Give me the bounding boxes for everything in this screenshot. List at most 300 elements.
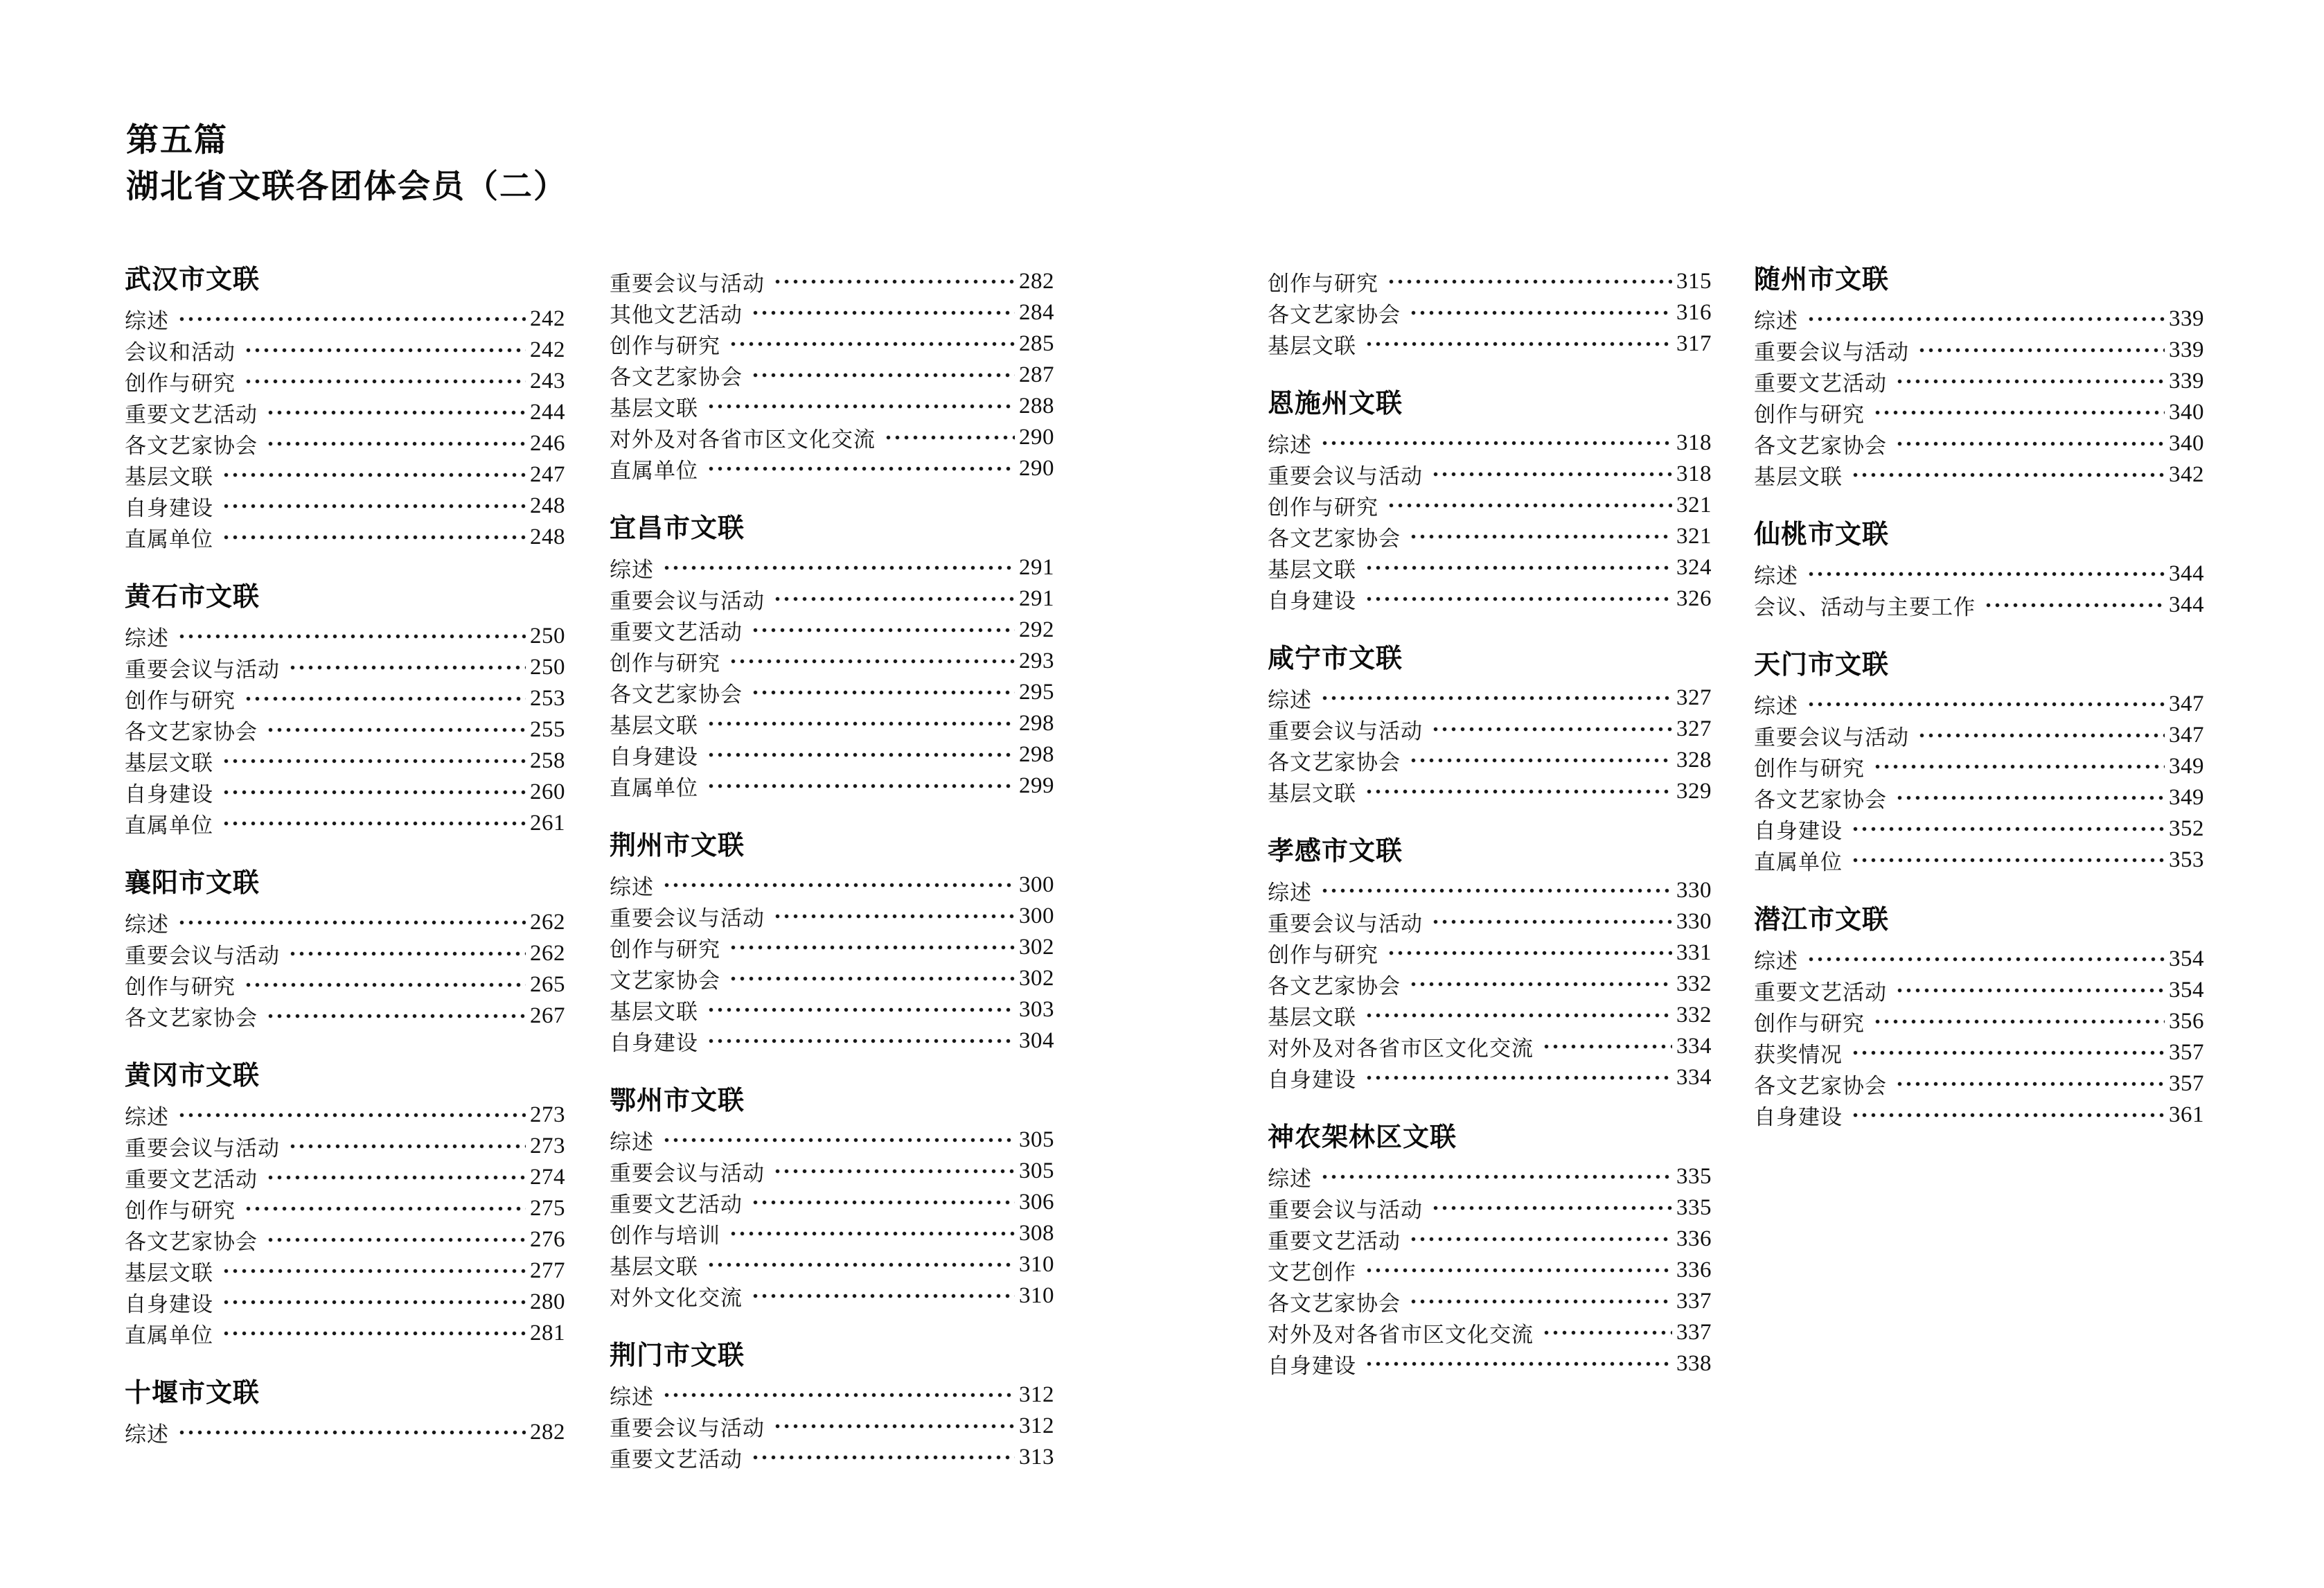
dot-leader	[1320, 875, 1672, 906]
toc-page-number: 305	[1019, 1158, 1054, 1183]
dot-leader	[266, 1224, 526, 1255]
toc-page-number: 265	[530, 972, 565, 997]
toc-page-number: 302	[1019, 935, 1054, 960]
toc-item	[610, 708, 1054, 739]
toc-page-number: 306	[1019, 1190, 1054, 1215]
toc-page-number: 312	[1019, 1382, 1054, 1407]
toc-item-label: 重要会议与活动	[1268, 464, 1423, 488]
toc-item-label: 重要会议与活动	[610, 1416, 765, 1440]
dot-leader	[729, 328, 1015, 360]
toc-section-header: 仙桃市文联	[1754, 520, 1890, 549]
toc-item-label: 创作与研究	[1268, 943, 1378, 967]
toc-item-label: 直属单位	[610, 776, 698, 800]
toc-item-label: 对外及对各省市区文化交流	[610, 427, 876, 452]
toc-item-label: 重要文艺活动	[610, 1192, 743, 1217]
toc-item-label: 各文艺家协会	[1268, 750, 1401, 775]
toc-page-number: 318	[1676, 461, 1712, 486]
toc-page-number: 352	[2169, 816, 2204, 841]
dot-leader	[222, 808, 526, 839]
toc-section	[1268, 642, 1712, 807]
toc-page-number: 262	[530, 910, 565, 935]
toc-page-number: 330	[1676, 909, 1712, 934]
dot-leader	[729, 932, 1015, 963]
toc-item-label: 直属单位	[125, 1323, 213, 1348]
dot-leader	[707, 1025, 1015, 1057]
dot-leader	[222, 1255, 526, 1287]
dot-leader	[1409, 521, 1672, 552]
toc-page-number: 349	[2169, 754, 2204, 779]
toc-item	[610, 677, 1054, 708]
toc-page-number: 253	[530, 686, 565, 711]
toc-item-label: 直属单位	[125, 813, 213, 838]
dot-leader	[1895, 1068, 2165, 1100]
toc-item-label: 重要会议与活动	[125, 1136, 280, 1161]
dot-leader	[773, 1156, 1015, 1187]
toc-item-label: 综述	[610, 558, 654, 582]
dot-leader	[244, 366, 526, 397]
toc-section-header: 随州市文联	[1754, 265, 1890, 294]
toc-page-number: 344	[2169, 592, 2204, 617]
toc-page-number: 335	[1676, 1195, 1712, 1220]
toc-section-header: 十堰市文联	[125, 1379, 260, 1408]
toc-page-number: 302	[1019, 966, 1054, 991]
toc-item-label: 直属单位	[610, 459, 698, 483]
toc-item	[1268, 552, 1712, 583]
toc-page-number: 288	[1019, 394, 1054, 418]
dot-leader	[1387, 266, 1672, 297]
dot-leader	[1365, 1348, 1672, 1379]
toc-item	[125, 1318, 565, 1349]
toc-page-number: 273	[530, 1102, 565, 1127]
dot-leader	[662, 1124, 1015, 1156]
dot-leader	[1431, 906, 1672, 937]
toc-item-label: 创作与研究	[1754, 1012, 1865, 1036]
toc-item	[610, 646, 1054, 677]
dot-leader	[1851, 1100, 2165, 1131]
toc-item	[1754, 590, 2204, 621]
dot-leader	[1984, 590, 2165, 621]
toc-item-label: 基层文联	[1754, 465, 1843, 489]
toc-item	[1268, 875, 1712, 906]
dot-leader	[222, 777, 526, 808]
toc-item-label: 重要会议与活动	[610, 1161, 765, 1185]
toc-item-label: 文艺创作	[1268, 1260, 1356, 1285]
toc-item	[610, 552, 1054, 583]
toc-section	[125, 263, 565, 553]
dot-leader	[266, 714, 526, 746]
toc-section-header: 天门市文联	[1754, 651, 1890, 680]
dot-leader	[1431, 459, 1672, 490]
toc-section	[125, 581, 565, 839]
toc-item-label: 重要会议与活动	[1268, 1198, 1423, 1222]
toc-item-label: 重要会议与活动	[1754, 340, 1909, 364]
toc-page-number: 353	[2169, 847, 2204, 872]
toc-page-number: 326	[1676, 586, 1712, 611]
toc-page-number: 334	[1676, 1034, 1712, 1059]
toc-page-number: 293	[1019, 649, 1054, 673]
toc-item	[1754, 975, 2204, 1006]
dot-leader	[1365, 328, 1672, 360]
toc-item-label: 各文艺家协会	[125, 1006, 258, 1030]
toc-item-label: 自身建设	[1268, 589, 1356, 613]
toc-page-number: 242	[530, 306, 565, 331]
toc-item	[1268, 906, 1712, 937]
toc-item-label: 各文艺家协会	[1268, 1291, 1401, 1316]
toc-item-label: 会议和活动	[125, 340, 236, 364]
toc-page-number: 328	[1676, 748, 1712, 773]
dot-leader	[1431, 714, 1672, 745]
toc-page-number: 308	[1019, 1221, 1054, 1246]
toc-item-label: 直属单位	[1754, 850, 1843, 874]
toc-page-number: 347	[2169, 691, 2204, 716]
toc-section-header: 武汉市文联	[125, 265, 260, 294]
toc-page-number: 287	[1019, 362, 1054, 387]
toc-section	[1268, 1121, 1712, 1379]
toc-item-label: 自身建设	[125, 782, 213, 806]
dot-leader	[729, 963, 1015, 994]
toc-page-number: 285	[1019, 331, 1054, 356]
toc-column-2	[610, 263, 1054, 1501]
toc-item	[125, 335, 565, 366]
toc-item-label: 重要文艺活动	[1268, 1229, 1401, 1253]
toc-item-label: 创作与研究	[1754, 757, 1865, 781]
dot-leader	[266, 397, 526, 428]
toc-item	[125, 1287, 565, 1318]
toc-section-header: 神农架林区文联	[1268, 1123, 1457, 1152]
toc-item	[610, 391, 1054, 422]
toc-page-number: 250	[530, 655, 565, 680]
dot-leader	[1365, 552, 1672, 583]
toc-page-number: 321	[1676, 524, 1712, 549]
dot-leader	[266, 428, 526, 459]
toc-item-label: 创作与研究	[125, 689, 236, 713]
toc-page-number: 361	[2169, 1102, 2204, 1127]
dot-leader	[662, 1379, 1015, 1411]
toc-section-header: 鄂州市文联	[610, 1086, 745, 1115]
toc-item	[1268, 745, 1712, 776]
toc-page-number: 261	[530, 811, 565, 836]
toc-item	[125, 621, 565, 652]
toc-page-number: 349	[2169, 785, 2204, 810]
toc-item	[1754, 428, 2204, 459]
toc-item-label: 基层文联	[610, 396, 698, 421]
toc-page-number: 248	[530, 493, 565, 518]
dot-leader	[266, 1000, 526, 1032]
toc-item	[1268, 1317, 1712, 1348]
part-number: 第五篇	[126, 121, 228, 158]
toc-item-label: 创作与研究	[1268, 272, 1378, 296]
toc-item-label: 基层文联	[1268, 1005, 1356, 1030]
dot-leader	[1431, 1192, 1672, 1224]
toc-item-label: 综述	[1754, 564, 1798, 588]
dot-leader	[177, 621, 526, 652]
toc-item	[125, 808, 565, 839]
toc-page-number: 337	[1676, 1320, 1712, 1345]
toc-item	[1754, 1068, 2204, 1100]
dot-leader	[1387, 937, 1672, 969]
dot-leader	[1917, 335, 2165, 366]
toc-item	[610, 1280, 1054, 1312]
toc-item-label: 对外及对各省市区文化交流	[1268, 1036, 1534, 1061]
toc-page-number: 243	[530, 369, 565, 394]
toc-item-label: 重要文艺活动	[125, 1167, 258, 1192]
toc-page-number: 298	[1019, 711, 1054, 736]
toc-item	[125, 1417, 565, 1448]
toc-item-label: 自身建设	[125, 496, 213, 520]
toc-item-label: 基层文联	[610, 714, 698, 738]
toc-item	[1268, 1000, 1712, 1031]
toc-section	[125, 867, 565, 1032]
toc-item	[610, 328, 1054, 360]
toc-column-1	[125, 263, 565, 1476]
dot-leader	[1409, 745, 1672, 776]
toc-page-number: 335	[1676, 1164, 1712, 1189]
toc-section-header: 荆州市文联	[610, 831, 745, 861]
dot-leader	[773, 1411, 1015, 1442]
toc-item-label: 综述	[125, 1422, 169, 1447]
toc-item	[125, 777, 565, 808]
dot-leader	[729, 1218, 1015, 1249]
toc-item	[1754, 459, 2204, 491]
toc-page-number: 305	[1019, 1127, 1054, 1152]
toc-item	[125, 428, 565, 459]
toc-item	[610, 1379, 1054, 1411]
toc-item	[1754, 782, 2204, 813]
dot-leader	[751, 297, 1015, 328]
toc-item	[1268, 1161, 1712, 1192]
toc-item	[1268, 1062, 1712, 1093]
dot-leader	[707, 770, 1015, 802]
toc-item-label: 综述	[1268, 881, 1312, 905]
dot-leader	[244, 335, 526, 366]
toc-item	[125, 459, 565, 491]
toc-section-header: 宜昌市文联	[610, 514, 745, 543]
toc-item	[1268, 969, 1712, 1000]
toc-item-label: 综述	[1754, 309, 1798, 333]
toc-section	[610, 263, 1054, 484]
toc-page-number: 356	[2169, 1009, 2204, 1034]
toc-item	[1754, 366, 2204, 397]
toc-item	[1754, 1037, 2204, 1068]
toc-item-label: 基层文联	[1268, 334, 1356, 358]
toc-item	[1754, 558, 2204, 590]
toc-item	[125, 1000, 565, 1032]
toc-page-number: 338	[1676, 1351, 1712, 1376]
toc-item	[1268, 714, 1712, 745]
dot-leader	[1387, 490, 1672, 521]
dot-leader	[1917, 720, 2165, 751]
toc-page-number: 248	[530, 524, 565, 549]
toc-item-label: 重要会议与活动	[610, 906, 765, 930]
toc-page-number: 280	[530, 1289, 565, 1314]
toc-item-label: 综述	[125, 626, 169, 651]
toc-item-label: 基层文联	[125, 1261, 213, 1285]
toc-item	[1754, 303, 2204, 335]
dot-leader	[751, 1442, 1015, 1473]
toc-item	[1268, 1031, 1712, 1062]
toc-item-label: 重要会议与活动	[125, 944, 280, 968]
toc-page-number: 277	[530, 1258, 565, 1283]
toc-item-label: 自身建设	[1268, 1068, 1356, 1092]
toc-section	[125, 1059, 565, 1349]
toc-item-label: 基层文联	[610, 1000, 698, 1024]
dot-leader	[1409, 297, 1672, 328]
dot-leader	[288, 1131, 526, 1162]
dot-leader	[1365, 776, 1672, 807]
toc-section-header: 黄石市文联	[125, 583, 260, 612]
toc-item-label: 基层文联	[610, 1255, 698, 1279]
toc-section	[125, 1377, 565, 1448]
toc-page-number: 300	[1019, 903, 1054, 928]
toc-page-number: 242	[530, 337, 565, 362]
dot-leader	[244, 683, 526, 714]
toc-item-label: 重要会议与活动	[1268, 719, 1423, 743]
dot-leader	[1320, 682, 1672, 714]
dot-leader	[222, 522, 526, 553]
toc-item	[610, 615, 1054, 646]
toc-item-label: 会议、活动与主要工作	[1754, 595, 1976, 619]
toc-item-label: 重要会议与活动	[610, 272, 765, 296]
toc-page-number: 244	[530, 400, 565, 425]
toc-page-number: 336	[1676, 1226, 1712, 1251]
toc-page-number: 316	[1676, 300, 1712, 325]
toc-item	[125, 1224, 565, 1255]
dot-leader	[1365, 1255, 1672, 1286]
toc-item-label: 综述	[1754, 694, 1798, 718]
toc-item	[610, 1249, 1054, 1280]
toc-item-label: 创作与研究	[610, 937, 720, 962]
toc-item	[1268, 1286, 1712, 1317]
toc-page-number: 303	[1019, 997, 1054, 1022]
toc-page-number: 246	[530, 431, 565, 456]
toc-column-3	[1268, 263, 1712, 1407]
toc-item-label: 基层文联	[1268, 782, 1356, 806]
dot-leader	[177, 303, 526, 335]
toc-page-number: 342	[2169, 462, 2204, 487]
toc-page-number: 291	[1019, 555, 1054, 580]
page-title	[126, 116, 567, 209]
toc-page-number: 255	[530, 717, 565, 742]
toc-page-number: 344	[2169, 561, 2204, 586]
toc-item	[125, 683, 565, 714]
dot-leader	[1895, 975, 2165, 1006]
dot-leader	[751, 615, 1015, 646]
toc-item	[610, 1218, 1054, 1249]
dot-leader	[222, 1287, 526, 1318]
toc-page-number: 284	[1019, 300, 1054, 325]
dot-leader	[1807, 944, 2165, 975]
toc-item-label: 其他文艺活动	[610, 303, 743, 327]
toc-item	[1268, 427, 1712, 459]
toc-item	[1268, 1192, 1712, 1224]
toc-item-label: 重要会议与活动	[1268, 912, 1423, 936]
toc-item-label: 重要文艺活动	[610, 1447, 743, 1472]
dot-leader	[884, 422, 1015, 453]
dot-leader	[177, 1100, 526, 1131]
toc-page-number: 310	[1019, 1283, 1054, 1308]
dot-leader	[1807, 303, 2165, 335]
toc-item-label: 基层文联	[1268, 558, 1356, 582]
toc-item-label: 各文艺家协会	[1754, 1074, 1887, 1098]
toc-item	[1268, 459, 1712, 490]
toc-section	[610, 829, 1054, 1057]
toc-item	[610, 1187, 1054, 1218]
dot-leader	[1320, 427, 1672, 459]
toc-item	[610, 583, 1054, 615]
toc-item	[1268, 1255, 1712, 1286]
dot-leader	[266, 1162, 526, 1193]
toc-item-label: 基层文联	[125, 751, 213, 775]
toc-item-label: 基层文联	[125, 465, 213, 489]
toc-page-number: 321	[1676, 493, 1712, 518]
toc-item	[1268, 937, 1712, 969]
toc-page-number: 332	[1676, 1003, 1712, 1027]
toc-page-number: 260	[530, 779, 565, 804]
toc-item-label: 创作与研究	[610, 651, 720, 676]
dot-leader	[1895, 428, 2165, 459]
toc-item-label: 对外及对各省市区文化交流	[1268, 1323, 1534, 1347]
toc-item	[610, 453, 1054, 484]
dot-leader	[662, 552, 1015, 583]
toc-page-number: 290	[1019, 456, 1054, 481]
toc-item-label: 重要文艺活动	[1754, 980, 1887, 1005]
toc-item-label: 各文艺家协会	[1268, 303, 1401, 327]
toc-page-number: 299	[1019, 773, 1054, 798]
toc-page-number: 250	[530, 624, 565, 649]
dot-leader	[751, 1187, 1015, 1218]
toc-item-label: 对外文化交流	[610, 1286, 743, 1310]
dot-leader	[1895, 366, 2165, 397]
toc-item	[1268, 682, 1712, 714]
toc-page-number: 339	[2169, 337, 2204, 362]
toc-page-number: 347	[2169, 723, 2204, 748]
toc-item	[610, 870, 1054, 901]
dot-leader	[222, 491, 526, 522]
toc-item-label: 综述	[1268, 1167, 1312, 1191]
toc-page-number: 298	[1019, 742, 1054, 767]
toc-page-number: 339	[2169, 306, 2204, 331]
toc-item	[1268, 776, 1712, 807]
toc-item	[125, 969, 565, 1000]
toc-page-number: 331	[1676, 940, 1712, 965]
toc-item-label: 创作与研究	[125, 1199, 236, 1223]
dot-leader	[1409, 969, 1672, 1000]
dot-leader	[222, 746, 526, 777]
toc-item-label: 各文艺家协会	[1268, 974, 1401, 998]
toc-item-label: 重要文艺活动	[125, 403, 258, 427]
toc-page-number: 354	[2169, 978, 2204, 1003]
toc-section-header: 荆门市文联	[610, 1341, 745, 1370]
toc-page-number: 357	[2169, 1040, 2204, 1065]
toc-page-number: 324	[1676, 555, 1712, 580]
toc-page-number: 258	[530, 748, 565, 773]
toc-section	[610, 1084, 1054, 1312]
toc-item-label: 自身建设	[610, 745, 698, 769]
toc-item-label: 综述	[1754, 949, 1798, 973]
dot-leader	[1807, 558, 2165, 590]
toc-item-label: 各文艺家协会	[610, 682, 743, 707]
toc-item	[1754, 397, 2204, 428]
toc-item	[610, 963, 1054, 994]
toc-page-number: 304	[1019, 1028, 1054, 1053]
dot-leader	[729, 646, 1015, 677]
toc-page-number: 295	[1019, 680, 1054, 705]
toc-item	[610, 932, 1054, 963]
toc-column-4	[1754, 263, 2204, 1158]
dot-leader	[773, 266, 1015, 297]
toc-item	[125, 397, 565, 428]
toc-item	[1754, 813, 2204, 845]
